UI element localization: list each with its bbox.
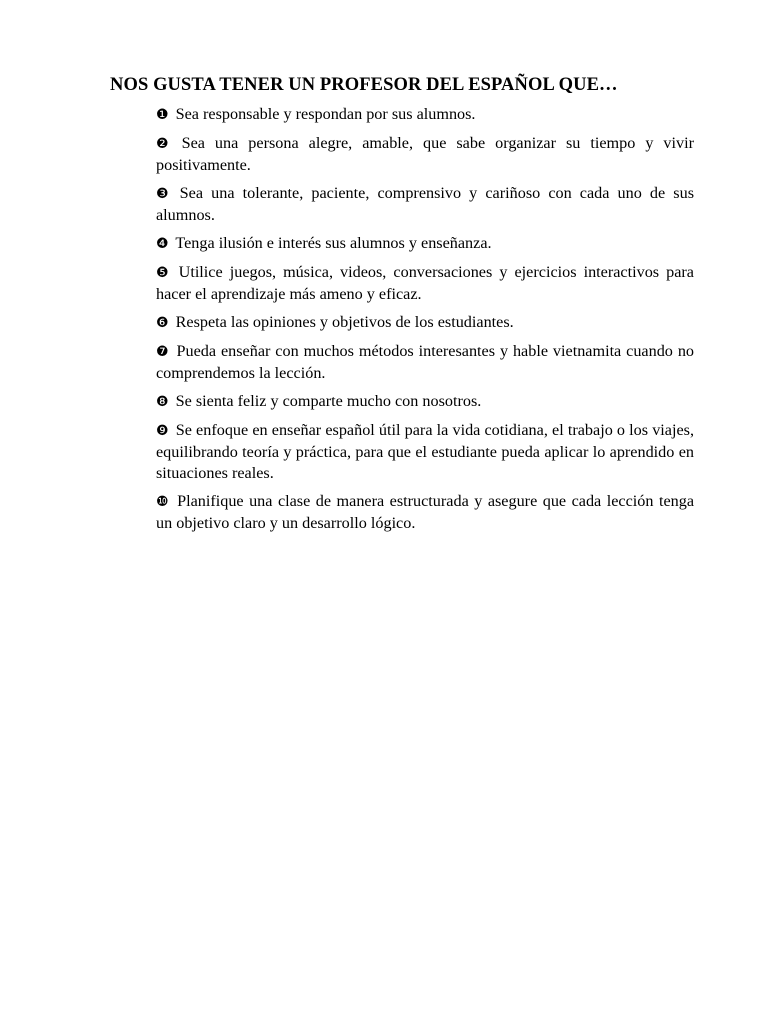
list-item-text: Sea una tolerante, paciente, comprensivo y cariñoso con cada uno de sus alumnos. [156,184,694,224]
number-9-bullet-icon: ❾ [156,423,169,439]
number-10-bullet-icon: ❿ [156,494,169,510]
list-item [156,104,694,126]
list-item-text: Utilice juegos, música, videos, conversaciones y ejercicios interactivos para hacer el aprendizaje más ameno y eficaz. [156,263,694,303]
number-5-bullet-icon: ❺ [156,265,169,281]
list-item-text: Sea una persona alegre, amable, que sabe organizar su tiempo y vivir positivamente. [156,134,694,174]
list-item-text: Se sienta feliz y comparte mucho con nosotros. [175,392,482,410]
list-item [156,391,694,413]
list-item-text: Planifique una clase de manera estructurada y asegure que cada lección tenga un objetivo claro y un desarrollo lógico. [156,492,695,532]
number-4-bullet-icon: ❹ [156,236,169,252]
list-item [156,491,694,534]
list-item-text: Tenga ilusión e interés sus alumnos y enseñanza. [175,234,492,252]
list-item [156,183,694,226]
number-6-bullet-icon: ❻ [156,315,169,331]
list-item-text: Se enfoque en enseñar español útil para la vida cotidiana, el trabajo o los viajes, equilibrando teoría y práctica, para que el estudiante pueda aplicar lo aprendido en situaciones reales. [156,421,695,482]
number-1-bullet-icon: ❶ [156,107,169,123]
list-item [156,420,694,484]
teacher-qualities-list [156,104,694,541]
document-title: NOS GUSTA TENER UN PROFESOR DEL ESPAÑOL QUE… [110,75,618,95]
number-2-bullet-icon: ❷ [156,136,169,152]
list-item-text: Sea responsable y respondan por sus alumnos. [175,105,476,123]
list-item [156,233,694,255]
number-8-bullet-icon: ❽ [156,394,169,410]
list-item [156,341,694,384]
list-item [156,312,694,334]
list-item-text: Respeta las opiniones y objetivos de los estudiantes. [175,313,514,331]
list-item-text: Pueda enseñar con muchos métodos interesantes y hable vietnamita cuando no comprendemos la lección. [156,342,695,382]
number-3-bullet-icon: ❸ [156,186,169,202]
number-7-bullet-icon: ❼ [156,344,169,360]
list-item [156,133,694,176]
list-item [156,262,694,305]
